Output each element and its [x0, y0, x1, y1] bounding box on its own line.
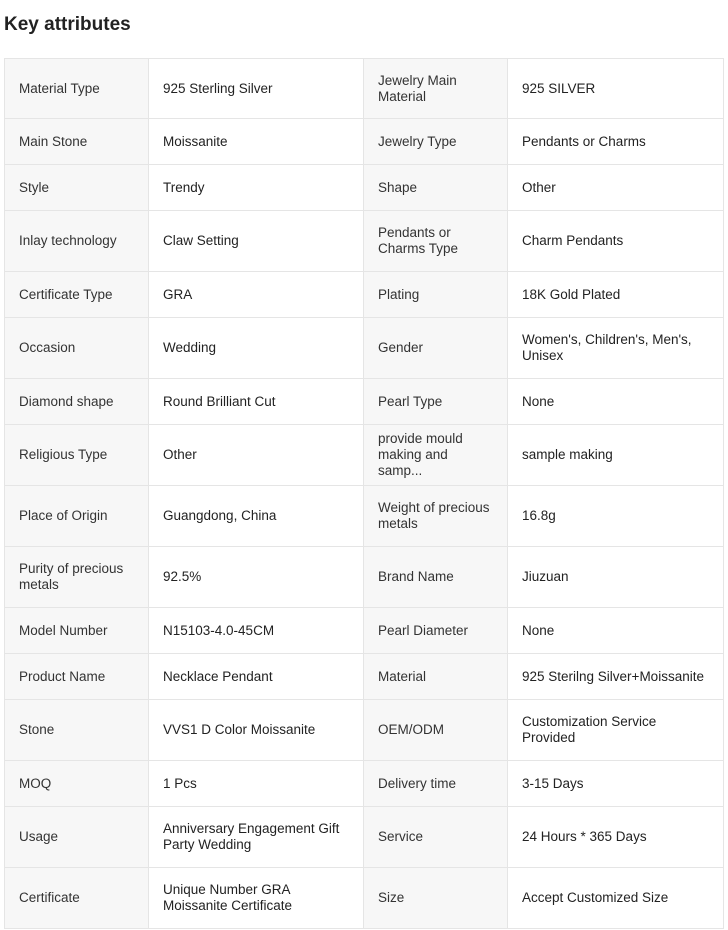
attribute-value: Claw Setting	[149, 211, 364, 272]
attribute-row	[5, 119, 724, 165]
attribute-name: Service	[364, 807, 508, 868]
attribute-name: Pearl Type	[364, 379, 508, 425]
attribute-row	[5, 486, 724, 547]
attribute-value: 18K Gold Plated	[508, 272, 724, 318]
attribute-name: Brand Name	[364, 547, 508, 608]
attribute-row	[5, 379, 724, 425]
attribute-row	[5, 807, 724, 868]
attribute-name: Occasion	[5, 318, 149, 379]
attribute-value: Women's, Children's, Men's, Unisex	[508, 318, 724, 379]
attribute-row	[5, 211, 724, 272]
attribute-row	[5, 868, 724, 929]
attribute-value: Other	[149, 425, 364, 486]
attribute-name: Purity of precious metals	[5, 547, 149, 608]
attribute-name: Product Name	[5, 654, 149, 700]
attribute-value: 3-15 Days	[508, 761, 724, 807]
section-title: Key attributes	[4, 14, 131, 35]
attribute-value: GRA	[149, 272, 364, 318]
attribute-value: VVS1 D Color Moissanite	[149, 700, 364, 761]
attribute-name: provide mould making and samp...	[364, 425, 508, 486]
attribute-value: Customization Service Provided	[508, 700, 724, 761]
attribute-row	[5, 761, 724, 807]
attribute-name: Delivery time	[364, 761, 508, 807]
attribute-row	[5, 608, 724, 654]
attribute-name: Usage	[5, 807, 149, 868]
attribute-value: 925 Sterling Silver	[149, 59, 364, 119]
attribute-value: Anniversary Engagement Gift Party Wedding	[149, 807, 364, 868]
attribute-name: Main Stone	[5, 119, 149, 165]
attribute-value: None	[508, 608, 724, 654]
attribute-name: Jewelry Main Material	[364, 59, 508, 119]
attribute-name: Pearl Diameter	[364, 608, 508, 654]
attribute-name: Place of Origin	[5, 486, 149, 547]
attribute-row	[5, 272, 724, 318]
attribute-name: Material	[364, 654, 508, 700]
attribute-value: Accept Customized Size	[508, 868, 724, 929]
attribute-name: Religious Type	[5, 425, 149, 486]
attribute-name: Jewelry Type	[364, 119, 508, 165]
attribute-value: 92.5%	[149, 547, 364, 608]
attribute-value: 925 SILVER	[508, 59, 724, 119]
attribute-value: Other	[508, 165, 724, 211]
key-attributes-table	[4, 58, 724, 929]
attribute-name: Diamond shape	[5, 379, 149, 425]
attribute-value: Guangdong, China	[149, 486, 364, 547]
attribute-value: sample making	[508, 425, 724, 486]
attribute-name: Style	[5, 165, 149, 211]
attribute-row	[5, 318, 724, 379]
attribute-value: Pendants or Charms	[508, 119, 724, 165]
attribute-name: Stone	[5, 700, 149, 761]
attribute-name: Material Type	[5, 59, 149, 119]
attribute-value: Trendy	[149, 165, 364, 211]
attribute-name: Certificate	[5, 868, 149, 929]
attribute-name: MOQ	[5, 761, 149, 807]
attribute-value: 925 Sterilng Silver+Moissanite	[508, 654, 724, 700]
attribute-value: 16.8g	[508, 486, 724, 547]
attribute-row	[5, 654, 724, 700]
attributes-body	[5, 59, 724, 929]
attribute-row	[5, 425, 724, 486]
attribute-row	[5, 165, 724, 211]
attribute-value: None	[508, 379, 724, 425]
attribute-name: OEM/ODM	[364, 700, 508, 761]
attribute-name: Certificate Type	[5, 272, 149, 318]
attribute-name: Plating	[364, 272, 508, 318]
attribute-value: Wedding	[149, 318, 364, 379]
attribute-value: 24 Hours * 365 Days	[508, 807, 724, 868]
attribute-value: N15103-4.0-45CM	[149, 608, 364, 654]
attribute-name: Gender	[364, 318, 508, 379]
attribute-row	[5, 547, 724, 608]
attribute-row	[5, 700, 724, 761]
attribute-name: Weight of precious metals	[364, 486, 508, 547]
attribute-name: Shape	[364, 165, 508, 211]
attribute-value: Unique Number GRA Moissanite Certificate	[149, 868, 364, 929]
attribute-name: Inlay technology	[5, 211, 149, 272]
attribute-value: 1 Pcs	[149, 761, 364, 807]
attribute-row	[5, 59, 724, 119]
attribute-value: Round Brilliant Cut	[149, 379, 364, 425]
attribute-value: Charm Pendants	[508, 211, 724, 272]
attribute-value: Necklace Pendant	[149, 654, 364, 700]
attribute-value: Moissanite	[149, 119, 364, 165]
attribute-name: Pendants or Charms Type	[364, 211, 508, 272]
attribute-value: Jiuzuan	[508, 547, 724, 608]
attribute-name: Size	[364, 868, 508, 929]
attribute-name: Model Number	[5, 608, 149, 654]
